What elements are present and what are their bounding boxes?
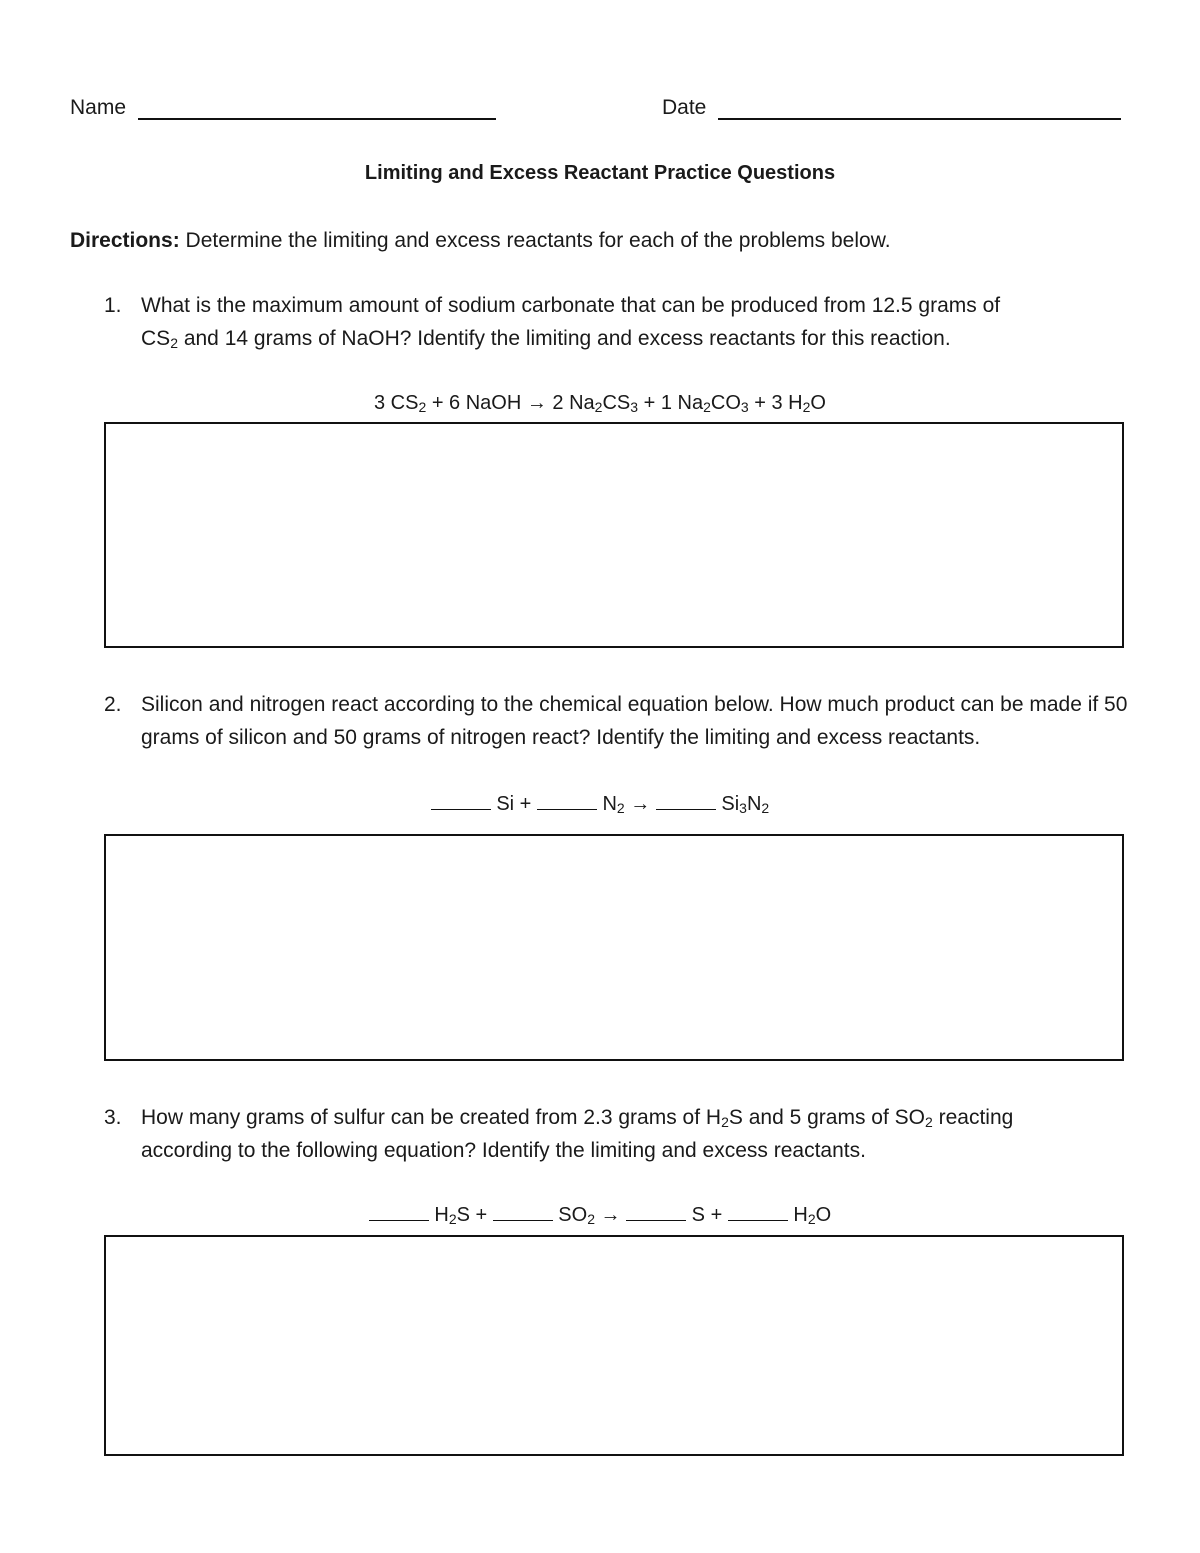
question-3-answer-box[interactable] <box>104 1235 1124 1456</box>
question-2-equation: $Si + N_2 \to Si_3N_2$ <box>0 789 1200 819</box>
question-3-text-line2: according to the following equation? Identify the limiting and excess reactants. <box>141 1139 866 1162</box>
question-2-number: 2. <box>104 693 122 716</box>
question-3-text-line1: How many grams of sulfur can be created from 2.3 grams of $H_2S$ and 5 grams of $SO_2$ reacting <box>141 1106 1014 1130</box>
question-3-equation: $H_2S + SO_2 \to S + H_2O$ <box>0 1200 1200 1230</box>
question-2-text: Silicon and nitrogen react according to the chemical equation below. How much product can be made if 50 grams of silicon and 50 grams of nitrogen react? Identify the limiting and excess reactants. <box>141 693 1128 749</box>
blank-coefficient[interactable] <box>626 1204 686 1221</box>
question-1-number: 1. <box>104 294 122 317</box>
directions-text: Determine the limiting and excess reactants for each of the problems below. <box>179 229 891 252</box>
blank-coefficient[interactable] <box>537 793 597 810</box>
blank-coefficient[interactable] <box>493 1204 553 1221</box>
name-label: Name <box>70 96 127 119</box>
directions-label: Directions: <box>70 229 180 252</box>
question-2-answer-box[interactable] <box>104 834 1124 1061</box>
blank-coefficient[interactable] <box>728 1204 788 1221</box>
blank-coefficient[interactable] <box>369 1204 429 1221</box>
question-1-text-line2: $CS_2$ and 14 grams of NaOH? Identify the limiting and excess reactants for this reaction. <box>141 327 951 351</box>
date-label: Date <box>662 96 707 119</box>
name-input-line[interactable] <box>138 118 496 120</box>
blank-coefficient[interactable] <box>656 793 716 810</box>
question-1-answer-box[interactable] <box>104 422 1124 648</box>
blank-coefficient[interactable] <box>431 793 491 810</box>
question-1-equation: 3 $CS_2 + 6$ NaOH → 2 $Na_2CS_3 + 1$ $Na_2CO_3 + 3$ $H_2O$ <box>374 392 826 415</box>
question-3-number: 3. <box>104 1106 122 1129</box>
question-1-text-line1: What is the maximum amount of sodium carbonate that can be produced from 12.5 grams of <box>141 294 1001 317</box>
page-title: Limiting and Excess Reactant Practice Questions <box>364 162 836 184</box>
date-input-line[interactable] <box>718 118 1121 120</box>
directions <box>70 224 891 257</box>
